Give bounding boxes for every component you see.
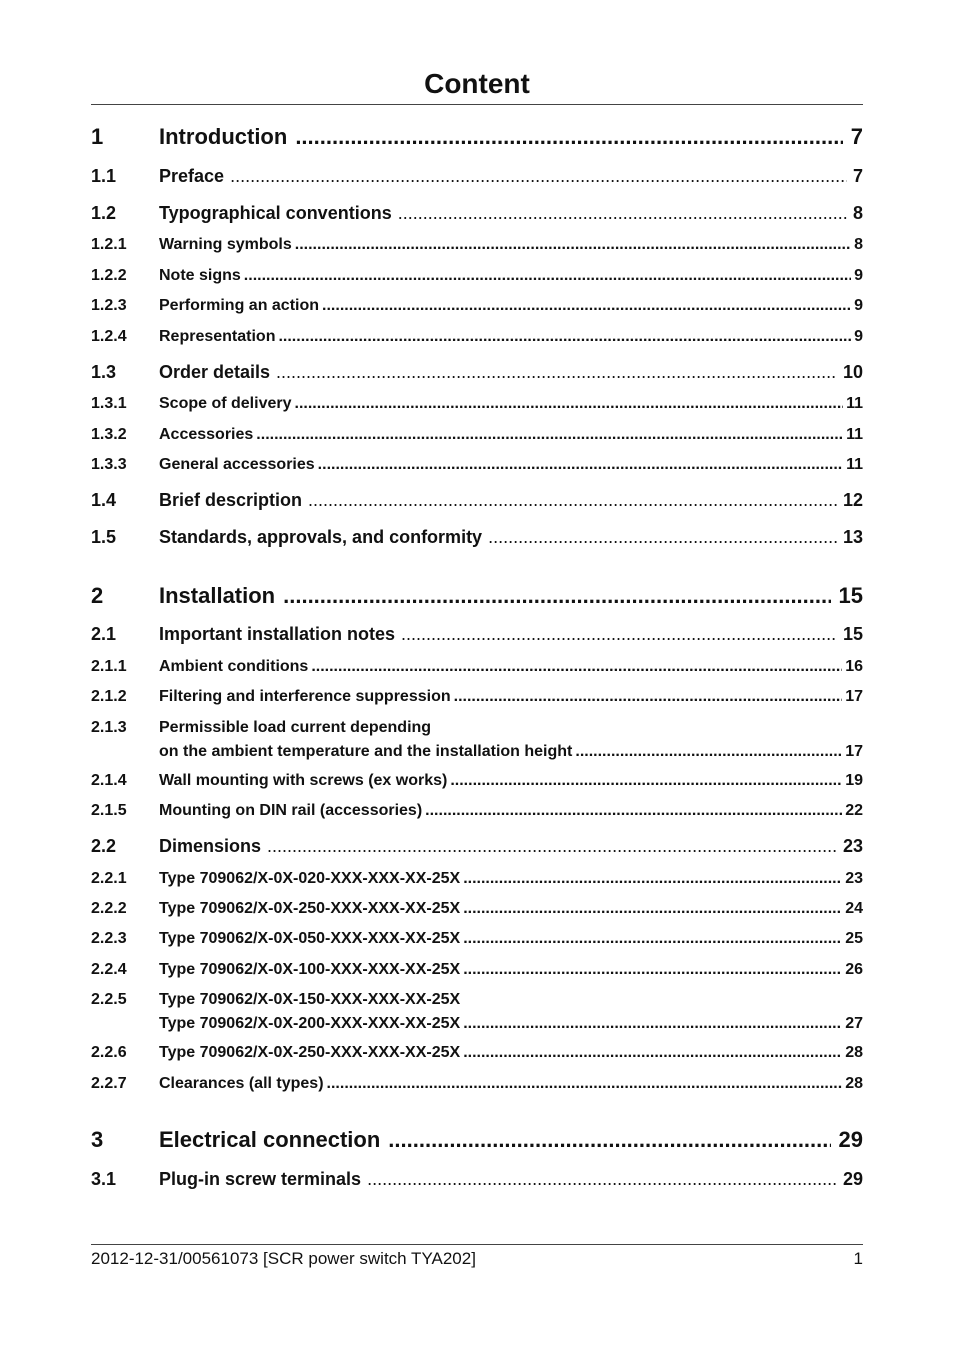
toc-entry[interactable] [91,686,863,708]
toc-number: 2.1.4 [91,772,127,789]
toc-number: 2.2.2 [91,900,127,917]
toc-title: General accessories [159,456,315,473]
toc-number: 2 [91,583,104,608]
toc-number: 2.1.2 [91,688,127,705]
toc-leader [295,234,851,256]
toc-number: 2.2 [91,836,117,856]
toc-leader [454,686,843,708]
toc-page: 7 [850,124,863,149]
toc-entry[interactable] [91,163,863,189]
toc-title: Ambient conditions [159,658,309,675]
toc-number: 1.4 [91,490,117,510]
toc-entry[interactable] [91,122,863,152]
toc-entry[interactable] [91,717,863,763]
toc-entry[interactable] [91,1125,863,1155]
toc-title: Wall mounting with screws (ex works) [159,772,448,789]
toc-leader [463,1013,842,1035]
toc-number: 2.2.4 [91,961,127,978]
toc-page: 29 [838,1127,863,1152]
toc-number: 2.2.6 [91,1044,127,1061]
toc-leader [367,1166,837,1192]
toc-leader [398,200,847,226]
toc-page: 29 [842,1169,863,1189]
toc-title: Representation [159,328,276,345]
toc-number: 2.1.1 [91,658,127,675]
toc-title: Brief description [159,490,303,510]
toc-leader [401,621,837,647]
toc-number: 1.2.3 [91,297,127,314]
toc-number: 1.2.1 [91,236,127,253]
toc-page: 15 [842,624,863,644]
toc-leader [322,295,851,317]
toc-entry[interactable] [91,424,863,446]
toc-title: Mounting on DIN rail (accessories) [159,802,423,819]
toc-leader [318,454,843,476]
toc-page: 8 [852,203,863,223]
toc-page: 25 [845,930,863,947]
toc-number: 2.2.3 [91,930,127,947]
toc-title: Filtering and interference suppression [159,688,451,705]
toc-leader [230,163,847,189]
toc-title: Dimensions [159,836,262,856]
toc-entry[interactable] [91,868,863,890]
toc-number: 2.1.5 [91,802,127,819]
toc-title: Accessories [159,426,254,443]
toc-number: 3.1 [91,1169,117,1189]
toc-title: Plug-in screw terminals [159,1169,362,1189]
toc-entry[interactable] [91,833,863,859]
toc-entry[interactable] [91,326,863,348]
toc-number: 2.2.7 [91,1075,127,1092]
toc-entry[interactable] [91,898,863,920]
toc-leader [463,959,842,981]
toc-leader [267,833,837,859]
toc-entry[interactable] [91,621,863,647]
toc-number: 1.2.2 [91,267,127,284]
toc-number: 1.3.3 [91,456,127,473]
toc-leader [425,800,842,822]
toc-number: 1.2.4 [91,328,127,345]
toc-entry[interactable] [91,524,863,550]
toc-title: Clearances (all types) [159,1075,324,1092]
page-title: Content [424,68,530,99]
toc-page: 9 [854,328,863,345]
toc-entry[interactable] [91,928,863,950]
toc-title: Type 709062/X-0X-250-XXX-XXX-XX-25X [159,900,461,917]
toc-title: Standards, approvals, and conformity [159,527,483,547]
toc-title: Electrical connection [159,1127,381,1152]
toc-leader [295,393,844,415]
toc-title: Type 709062/X-0X-100-XXX-XXX-XX-25X [159,961,461,978]
toc-number: 1.2 [91,203,117,223]
toc-page: 11 [846,456,863,473]
toc-page: 7 [852,166,863,186]
toc-title: on the ambient temperature and the installation height [159,743,573,760]
toc-page: 10 [842,362,863,382]
toc-number: 1.3.1 [91,395,127,412]
toc-leader [295,122,842,152]
toc-page: 23 [845,870,863,887]
toc-title: Performing an action [159,297,320,314]
toc-page: 24 [845,900,863,917]
footer-page-number: 1 [853,1249,863,1268]
toc-entry[interactable] [91,359,863,385]
toc-entry[interactable] [91,1166,863,1192]
toc-entry[interactable] [91,770,863,792]
toc-entry[interactable] [91,800,863,822]
toc-title-first-line: Permissible load current depending [159,719,432,736]
toc-entry[interactable] [91,581,863,611]
toc-title: Installation [159,583,276,608]
toc-entry[interactable] [91,487,863,513]
toc-leader [463,868,842,890]
toc-leader [256,424,843,446]
toc-number: 1.5 [91,527,117,547]
toc-entry[interactable] [91,454,863,476]
footer-divider [91,1244,863,1245]
toc-leader [278,326,851,348]
toc-leader [450,770,842,792]
toc-title: Note signs [159,267,241,284]
toc-page: 28 [845,1044,863,1061]
toc-title: Type 709062/X-0X-050-XXX-XXX-XX-25X [159,930,461,947]
toc-leader [463,928,842,950]
toc-entry[interactable] [91,200,863,226]
toc-title: Preface [159,166,225,186]
toc-page: 17 [845,743,863,760]
toc-title: Scope of delivery [159,395,292,412]
toc-entry[interactable] [91,1042,863,1064]
toc-page: 27 [845,1015,863,1032]
toc-number: 2.2.5 [91,991,127,1008]
toc-page: 15 [838,583,863,608]
toc-number: 3 [91,1127,104,1152]
toc-leader [276,359,837,385]
toc-number: 1.3 [91,362,117,382]
toc-leader [463,1042,842,1064]
toc-number: 2.2.1 [91,870,127,887]
toc-title: Type 709062/X-0X-200-XXX-XXX-XX-25X [159,1015,461,1032]
toc-page: 22 [845,802,863,819]
toc-entry[interactable] [91,295,863,317]
toc-number: 1.1 [91,166,117,186]
toc-page: 16 [845,658,863,675]
toc-leader [575,741,842,763]
toc-page: 9 [854,267,863,284]
toc-number: 1.3.2 [91,426,127,443]
toc-title-first-line: Type 709062/X-0X-150-XXX-XXX-XX-25X [159,991,461,1008]
toc-leader [463,898,842,920]
toc-entry[interactable] [91,393,863,415]
toc-page: 26 [845,961,863,978]
toc-entry[interactable] [91,656,863,678]
toc-page: 8 [854,236,863,253]
toc-title: Type 709062/X-0X-020-XXX-XXX-XX-25X [159,870,461,887]
toc-leader [311,656,842,678]
toc-page: 12 [842,490,863,510]
toc-entry[interactable] [91,265,863,287]
toc-title: Type 709062/X-0X-250-XXX-XXX-XX-25X [159,1044,461,1061]
toc-title: Important installation notes [159,624,396,644]
toc-page: 9 [854,297,863,314]
toc-leader [327,1073,843,1095]
toc-page: 23 [842,836,863,856]
footer-document-reference: 2012-12-31/00561073 [SCR power switch TYA202] [91,1249,476,1268]
toc-number: 1 [91,124,104,149]
toc-page: 28 [845,1075,863,1092]
toc-leader [488,524,837,550]
toc-entry[interactable] [91,989,863,1035]
toc-leader [283,581,830,611]
toc-number: 2.1 [91,624,117,644]
toc-page: 19 [845,772,863,789]
toc-page: 13 [842,527,863,547]
toc-title: Warning symbols [159,236,292,253]
toc-entry[interactable] [91,234,863,256]
toc-number: 2.1.3 [91,719,127,736]
toc-leader [244,265,851,287]
toc-title: Order details [159,362,271,382]
toc-page: 11 [846,426,863,443]
toc-entry[interactable] [91,959,863,981]
toc-entry[interactable] [91,1073,863,1095]
toc-title: Typographical conventions [159,203,392,223]
toc-page: 11 [846,395,863,412]
toc-title: Introduction [159,124,288,149]
toc-leader [388,1125,830,1155]
toc-leader [308,487,837,513]
toc-page: 17 [845,688,863,705]
